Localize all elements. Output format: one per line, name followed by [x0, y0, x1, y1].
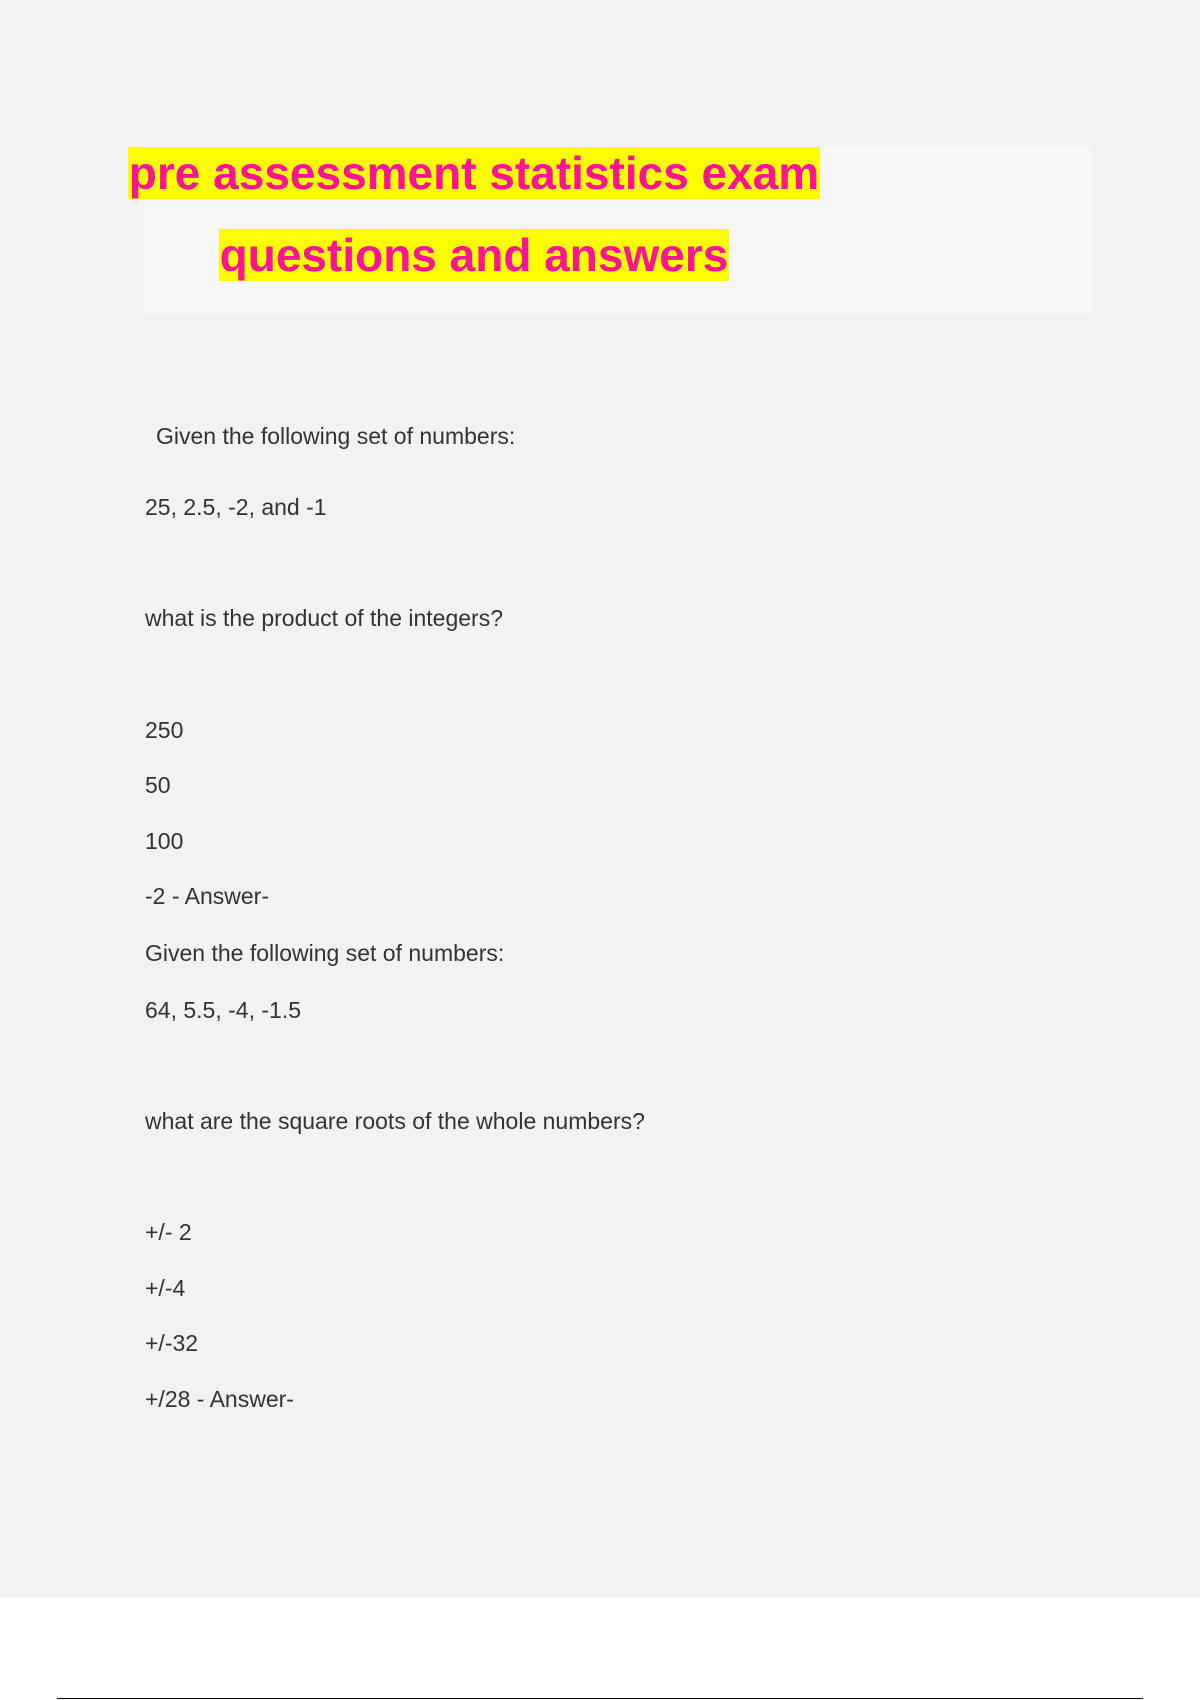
- footer-divider: [57, 1698, 1143, 1699]
- question-2-numbers: 64, 5.5, -4, -1.5: [145, 997, 301, 1023]
- document-title-line-1: pre assessment statistics exam: [128, 147, 820, 199]
- question-2-option: +/- 2: [145, 1219, 192, 1245]
- question-2-prompt: Given the following set of numbers:: [145, 940, 505, 966]
- question-2-text: what are the square roots of the whole numbers?: [145, 1108, 645, 1134]
- document-title-line-2: questions and answers: [219, 229, 729, 281]
- question-1-option: 100: [145, 828, 184, 854]
- question-2-option: +/-32: [145, 1330, 199, 1356]
- question-1-answer-option: -2 - Answer-: [145, 883, 269, 909]
- question-2-answer-option: +/28 - Answer-: [145, 1386, 294, 1412]
- question-1-option: 250: [145, 717, 184, 743]
- question-1-numbers: 25, 2.5, -2, and -1: [145, 494, 327, 520]
- question-2-option: +/-4: [145, 1275, 186, 1301]
- question-1-option: 50: [145, 772, 171, 798]
- question-1-text: what is the product of the integers?: [145, 605, 503, 631]
- question-1-prompt: Given the following set of numbers:: [156, 423, 516, 449]
